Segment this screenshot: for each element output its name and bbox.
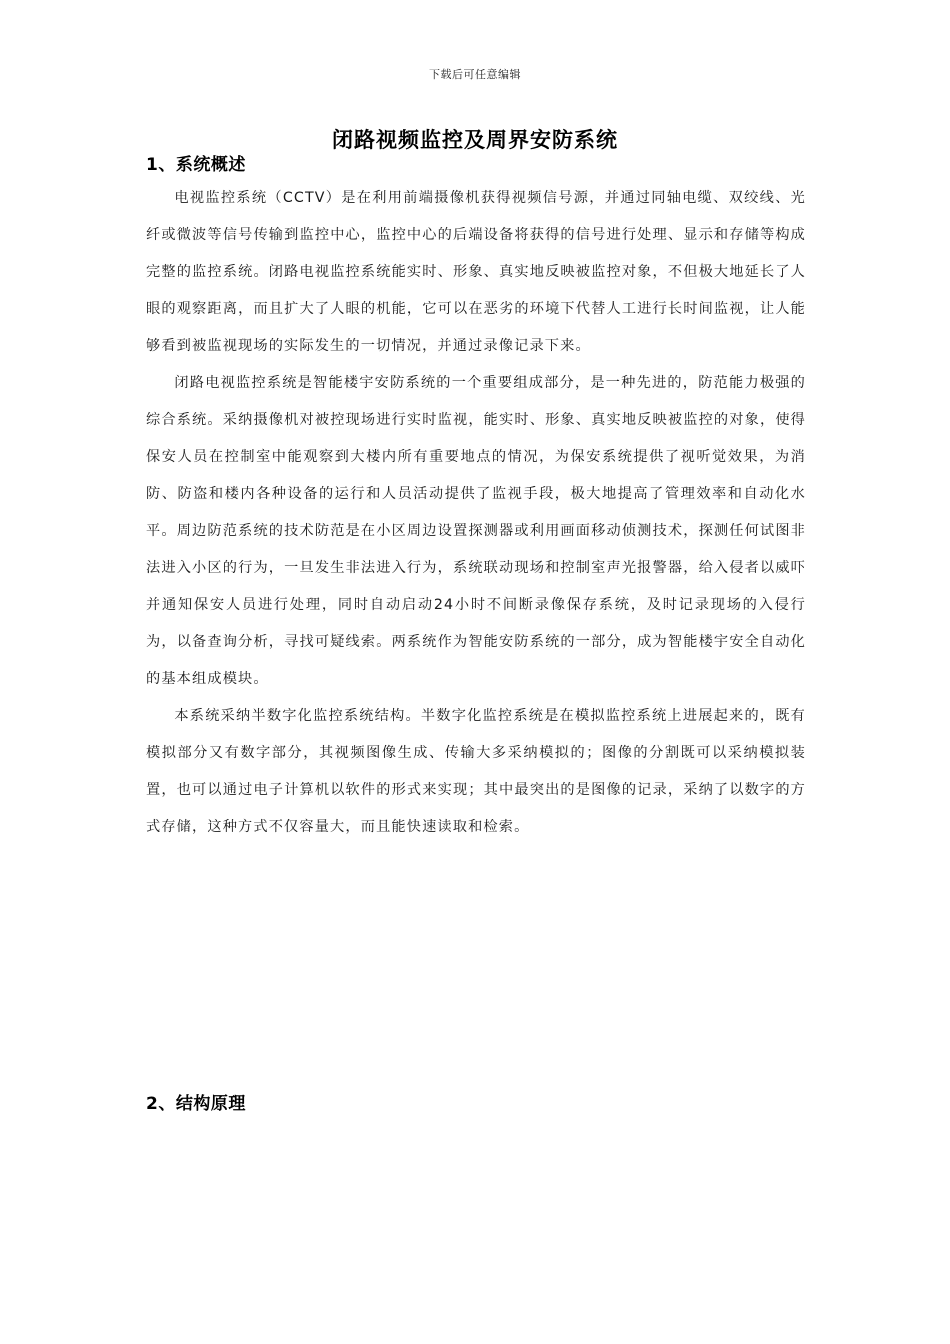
paragraph: 本系统采纳半数字化监控系统结构。半数字化监控系统是在模拟监控系统上进展起来的，既有模拟部分又有数字部分，其视频图像生成、传输大多采纳模拟的；图像的分割既可以采纳模拟装置，也可以通过电子计算机以软件的形式来实现；其中最突出的是图像的记录，采纳了以数字的方式存储，这种方式不仅容量大，而且能快速读取和检索。 — [146, 708, 806, 835]
section-body-overview — [146, 180, 806, 846]
paragraph: 闭路电视监控系统是智能楼宇安防系统的一个重要组成部分，是一种先进的，防范能力极强的综合系统。采纳摄像机对被控现场进行实时监视，能实时、形象、真实地反映被监控的对象，使得保安人员在控制室中能观察到大楼内所有重要地点的情况，为保安系统提供了视听觉效果，为消防、防盗和楼内各种设备的运行和人员活动提供了监视手段，极大地提高了管理效率和自动化水平。周边防范系统的技术防范是在小区周边设置探测器或利用画面移动侦测技术，探测任何试图非法进入小区的行为，一旦发生非法进入行为，系统联动现场和控制室声光报警器，给入侵者以威吓并通知保安人员进行处理，同时自动启动24小时不间断录像保存系统，及时记录现场的入侵行为，以备查询分析，寻找可疑线索。两系统作为智能安防系统的一部分，成为智能楼宇安全自动化的基本组成模块。 — [146, 375, 806, 687]
document-title: 闭路视频监控及周界安防系统 — [332, 127, 618, 152]
header-note: 下载后可任意编辑 — [429, 68, 521, 81]
section-heading-structure: 2、结构原理 — [146, 1094, 246, 1114]
paragraph: 电视监控系统（CCTV）是在利用前端摄像机获得视频信号源，并通过同轴电缆、双绞线、光纤或微波等信号传输到监控中心，监控中心的后端设备将获得的信号进行处理、显示和存储等构成完整的监控系统。闭路电视监控系统能实时、形象、真实地反映被监控对象，不但极大地延长了人眼的观察距离，而且扩大了人眼的机能，它可以在恶劣的环境下代替人工进行长时间监视，让人能够看到被监视现场的实际发生的一切情况，并通过录像记录下来。 — [146, 190, 806, 354]
section-heading-overview: 1、系统概述 — [146, 155, 246, 175]
